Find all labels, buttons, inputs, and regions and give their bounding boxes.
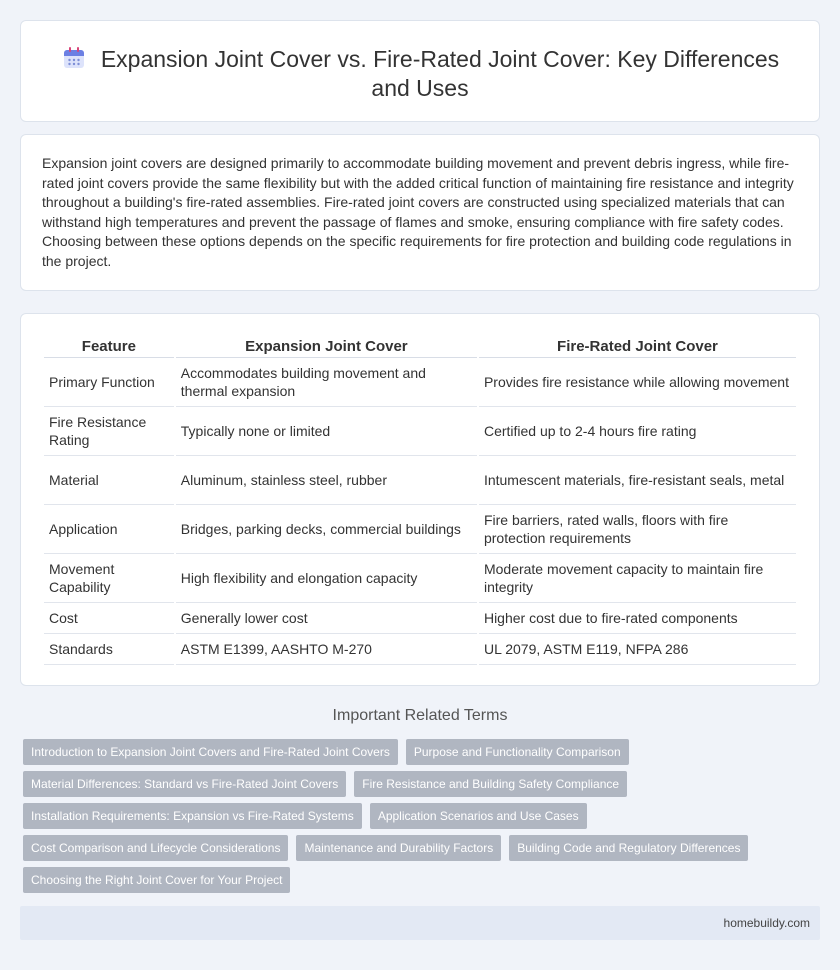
tag-row xyxy=(23,803,783,829)
header-expansion-joint-cover: Expansion Joint Cover xyxy=(176,336,477,358)
related-term-tag[interactable]: Building Code and Regulatory Differences xyxy=(509,835,748,861)
expansion-cell: Bridges, parking decks, commercial buildings xyxy=(176,505,477,554)
feature-cell: Primary Function xyxy=(44,358,174,407)
expansion-cell: Typically none or limited xyxy=(176,407,477,456)
related-term-tag[interactable]: Purpose and Functionality Comparison xyxy=(406,739,629,765)
comparison-table-card xyxy=(20,313,820,686)
fire-rated-cell: Provides fire resistance while allowing movement xyxy=(479,358,796,407)
header-card xyxy=(20,20,820,122)
related-term-tag[interactable]: Maintenance and Durability Factors xyxy=(296,835,501,861)
fire-rated-cell: Certified up to 2-4 hours fire rating xyxy=(479,407,796,456)
related-term-tag[interactable]: Installation Requirements: Expansion vs Fire-Rated Systems xyxy=(23,803,362,829)
feature-cell: Standards xyxy=(44,634,174,665)
tag-row xyxy=(23,739,783,765)
tag-row xyxy=(23,771,783,797)
expansion-cell: ASTM E1399, AASHTO M-270 xyxy=(176,634,477,665)
table-row xyxy=(44,603,796,634)
intro-card xyxy=(20,134,820,291)
footer xyxy=(20,906,820,940)
page-title-text: Expansion Joint Cover vs. Fire-Rated Joint Cover: Key Differences and Uses xyxy=(100,46,780,101)
tag-row xyxy=(23,867,783,893)
expansion-cell: Generally lower cost xyxy=(176,603,477,634)
related-term-tag[interactable]: Cost Comparison and Lifecycle Considerations xyxy=(23,835,288,861)
feature-cell: Application xyxy=(44,505,174,554)
related-terms-heading: Important Related Terms xyxy=(332,707,508,724)
fire-rated-cell: Intumescent materials, fire-resistant seals, metal xyxy=(479,456,796,505)
table-header-row xyxy=(44,336,796,358)
fire-rated-cell: UL 2079, ASTM E119, NFPA 286 xyxy=(479,634,796,665)
table-row xyxy=(44,554,796,603)
related-terms-list xyxy=(23,739,783,899)
calendar-icon xyxy=(61,45,87,71)
expansion-cell: Aluminum, stainless steel, rubber xyxy=(176,456,477,505)
table-row xyxy=(44,407,796,456)
header-fire-rated-joint-cover: Fire-Rated Joint Cover xyxy=(479,336,796,358)
related-term-tag[interactable]: Application Scenarios and Use Cases xyxy=(370,803,587,829)
fire-rated-cell: Fire barriers, rated walls, floors with fire protection requirements xyxy=(479,505,796,554)
comparison-table xyxy=(42,336,798,665)
fire-rated-cell: Moderate movement capacity to maintain fire integrity xyxy=(479,554,796,603)
fire-rated-cell: Higher cost due to fire-rated components xyxy=(479,603,796,634)
feature-cell: Material xyxy=(44,456,174,505)
table-row xyxy=(44,456,796,505)
feature-cell: Movement Capability xyxy=(44,554,174,603)
expansion-cell: Accommodates building movement and thermal expansion xyxy=(176,358,477,407)
table-row xyxy=(44,358,796,407)
related-term-tag[interactable]: Choosing the Right Joint Cover for Your Project xyxy=(23,867,290,893)
table-row xyxy=(44,634,796,665)
feature-cell: Fire Resistance Rating xyxy=(44,407,174,456)
related-term-tag[interactable]: Fire Resistance and Building Safety Compliance xyxy=(354,771,627,797)
feature-cell: Cost xyxy=(44,603,174,634)
page-title xyxy=(51,45,789,103)
expansion-cell: High flexibility and elongation capacity xyxy=(176,554,477,603)
related-term-tag[interactable]: Material Differences: Standard vs Fire-Rated Joint Covers xyxy=(23,771,346,797)
header-feature: Feature xyxy=(44,336,174,358)
related-term-tag[interactable]: Introduction to Expansion Joint Covers and Fire-Rated Joint Covers xyxy=(23,739,398,765)
tag-row xyxy=(23,835,783,861)
footer-site-link[interactable]: homebuildy.com xyxy=(723,916,810,930)
table-row xyxy=(44,505,796,554)
intro-paragraph: Expansion joint covers are designed primarily to accommodate building movement and prevent debris ingress, while fire-rated joint covers provide the same flexibility but with the added critical function of maintaining fire resistance and integrity throughout a building's fire-rated assemblies. Fire-rated joint covers are constructed using specialized materials that can withstand high temperatures and prevent the passage of flames and smoke, ensuring compliance with fire safety codes. Choosing between these options depends on the specific requirements for fire protection and building code regulations in the project. xyxy=(42,155,794,269)
